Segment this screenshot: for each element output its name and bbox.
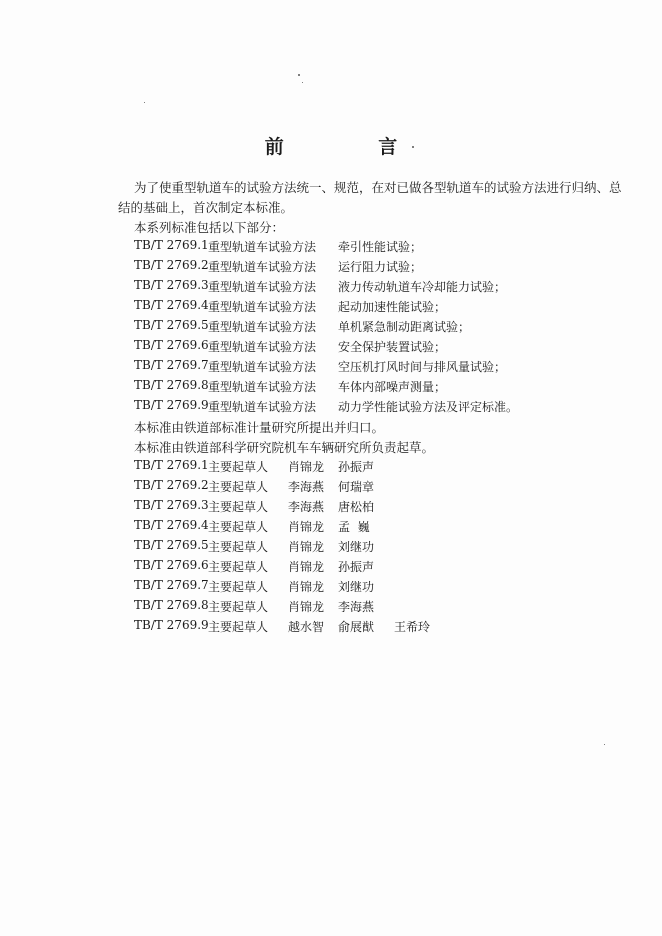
drafter-role: 主要起草人	[208, 560, 269, 574]
part-code: TB/T 2769.3	[134, 278, 209, 292]
part-name: 重型轨道车试验方法	[208, 260, 317, 274]
drafter-role: 主要起草人	[208, 500, 269, 514]
drafter-name: 肖锦龙	[288, 460, 325, 474]
drafter-name: 肖锦龙	[288, 540, 325, 554]
drafter-code: TB/T 2769.5	[134, 538, 209, 552]
part-title: 车体内部噪声测量；	[338, 380, 447, 394]
drafter-name: 越水智	[288, 620, 325, 634]
drafter-name: 刘继功	[338, 540, 375, 554]
drafter-role: 主要起草人	[208, 540, 269, 554]
drafter-role: 主要起草人	[208, 600, 269, 614]
part-title: 起动加速性能试验；	[338, 300, 447, 314]
part-code: TB/T 2769.8	[134, 378, 209, 392]
part-name: 重型轨道车试验方法	[208, 240, 317, 254]
drafter-code: TB/T 2769.2	[134, 478, 209, 492]
part-name: 重型轨道车试验方法	[208, 400, 317, 414]
page-title: 前 言	[264, 136, 442, 158]
intro-paragraph-line-1: 为了使重型轨道车的试验方法统一、规范，在对已做各型轨道车的试验方法进行归纳、总	[134, 180, 622, 195]
drafted-by-note: 本标准由铁道部科学研究院机车车辆研究所负责起草。	[134, 440, 435, 455]
drafter-name: 肖锦龙	[288, 520, 325, 534]
drafter-name: 唐松柏	[338, 500, 375, 514]
part-title: 动力学性能试验方法及评定标准。	[338, 400, 519, 414]
part-name: 重型轨道车试验方法	[208, 380, 317, 394]
part-code: TB/T 2769.9	[134, 398, 209, 412]
part-title: 运行阻力试验；	[338, 260, 423, 274]
drafter-name: 肖锦龙	[288, 580, 325, 594]
drafter-name: 刘继功	[338, 580, 375, 594]
part-title: 空压机打风时间与排风量试验；	[338, 360, 507, 374]
drafter-name: 何瑞章	[338, 480, 375, 494]
drafter-name: 李海燕	[288, 480, 325, 494]
drafter-code: TB/T 2769.7	[134, 578, 209, 592]
drafter-code: TB/T 2769.3	[134, 498, 209, 512]
part-title: 液力传动轨道车冷却能力试验；	[338, 280, 507, 294]
drafter-code: TB/T 2769.6	[134, 558, 209, 572]
part-code: TB/T 2769.2	[134, 258, 209, 272]
part-name: 重型轨道车试验方法	[208, 300, 317, 314]
drafter-name: 王希玲	[394, 620, 431, 634]
part-name: 重型轨道车试验方法	[208, 280, 317, 294]
drafter-code: TB/T 2769.1	[134, 458, 209, 472]
part-code: TB/T 2769.7	[134, 358, 209, 372]
part-title: 牵引性能试验；	[338, 240, 423, 254]
part-code: TB/T 2769.4	[134, 298, 209, 312]
part-name: 重型轨道车试验方法	[208, 320, 317, 334]
series-intro: 本系列标准包括以下部分：	[134, 220, 285, 235]
scan-speck	[144, 102, 145, 103]
drafter-name: 孙振声	[338, 560, 375, 574]
drafter-code: TB/T 2769.4	[134, 518, 209, 532]
part-code: TB/T 2769.1	[134, 238, 209, 252]
intro-paragraph-line-2: 结的基础上，首次制定本标准。	[118, 200, 294, 215]
drafter-name: 俞展猷	[338, 620, 375, 634]
part-code: TB/T 2769.5	[134, 318, 209, 332]
drafter-role: 主要起草人	[208, 620, 269, 634]
drafter-role: 主要起草人	[208, 480, 269, 494]
drafter-name: 孟 巍	[338, 520, 370, 534]
drafter-name: 孙振声	[338, 460, 375, 474]
drafter-role: 主要起草人	[208, 520, 269, 534]
drafter-name: 李海燕	[288, 500, 325, 514]
part-name: 重型轨道车试验方法	[208, 340, 317, 354]
part-code: TB/T 2769.6	[134, 338, 209, 352]
scan-speck	[302, 82, 303, 83]
drafter-name: 肖锦龙	[288, 600, 325, 614]
drafter-role: 主要起草人	[208, 460, 269, 474]
drafter-code: TB/T 2769.9	[134, 618, 209, 632]
part-name: 重型轨道车试验方法	[208, 360, 317, 374]
drafter-role: 主要起草人	[208, 580, 269, 594]
part-title: 单机紧急制动距离试验；	[338, 320, 471, 334]
scan-speck	[298, 74, 300, 76]
proposed-by-note: 本标准由铁道部标准计量研究所提出并归口。	[134, 420, 385, 435]
part-title: 安全保护装置试验；	[338, 340, 447, 354]
scan-speck	[604, 744, 605, 745]
drafter-name: 肖锦龙	[288, 560, 325, 574]
drafter-name: 李海燕	[338, 600, 375, 614]
drafter-code: TB/T 2769.8	[134, 598, 209, 612]
